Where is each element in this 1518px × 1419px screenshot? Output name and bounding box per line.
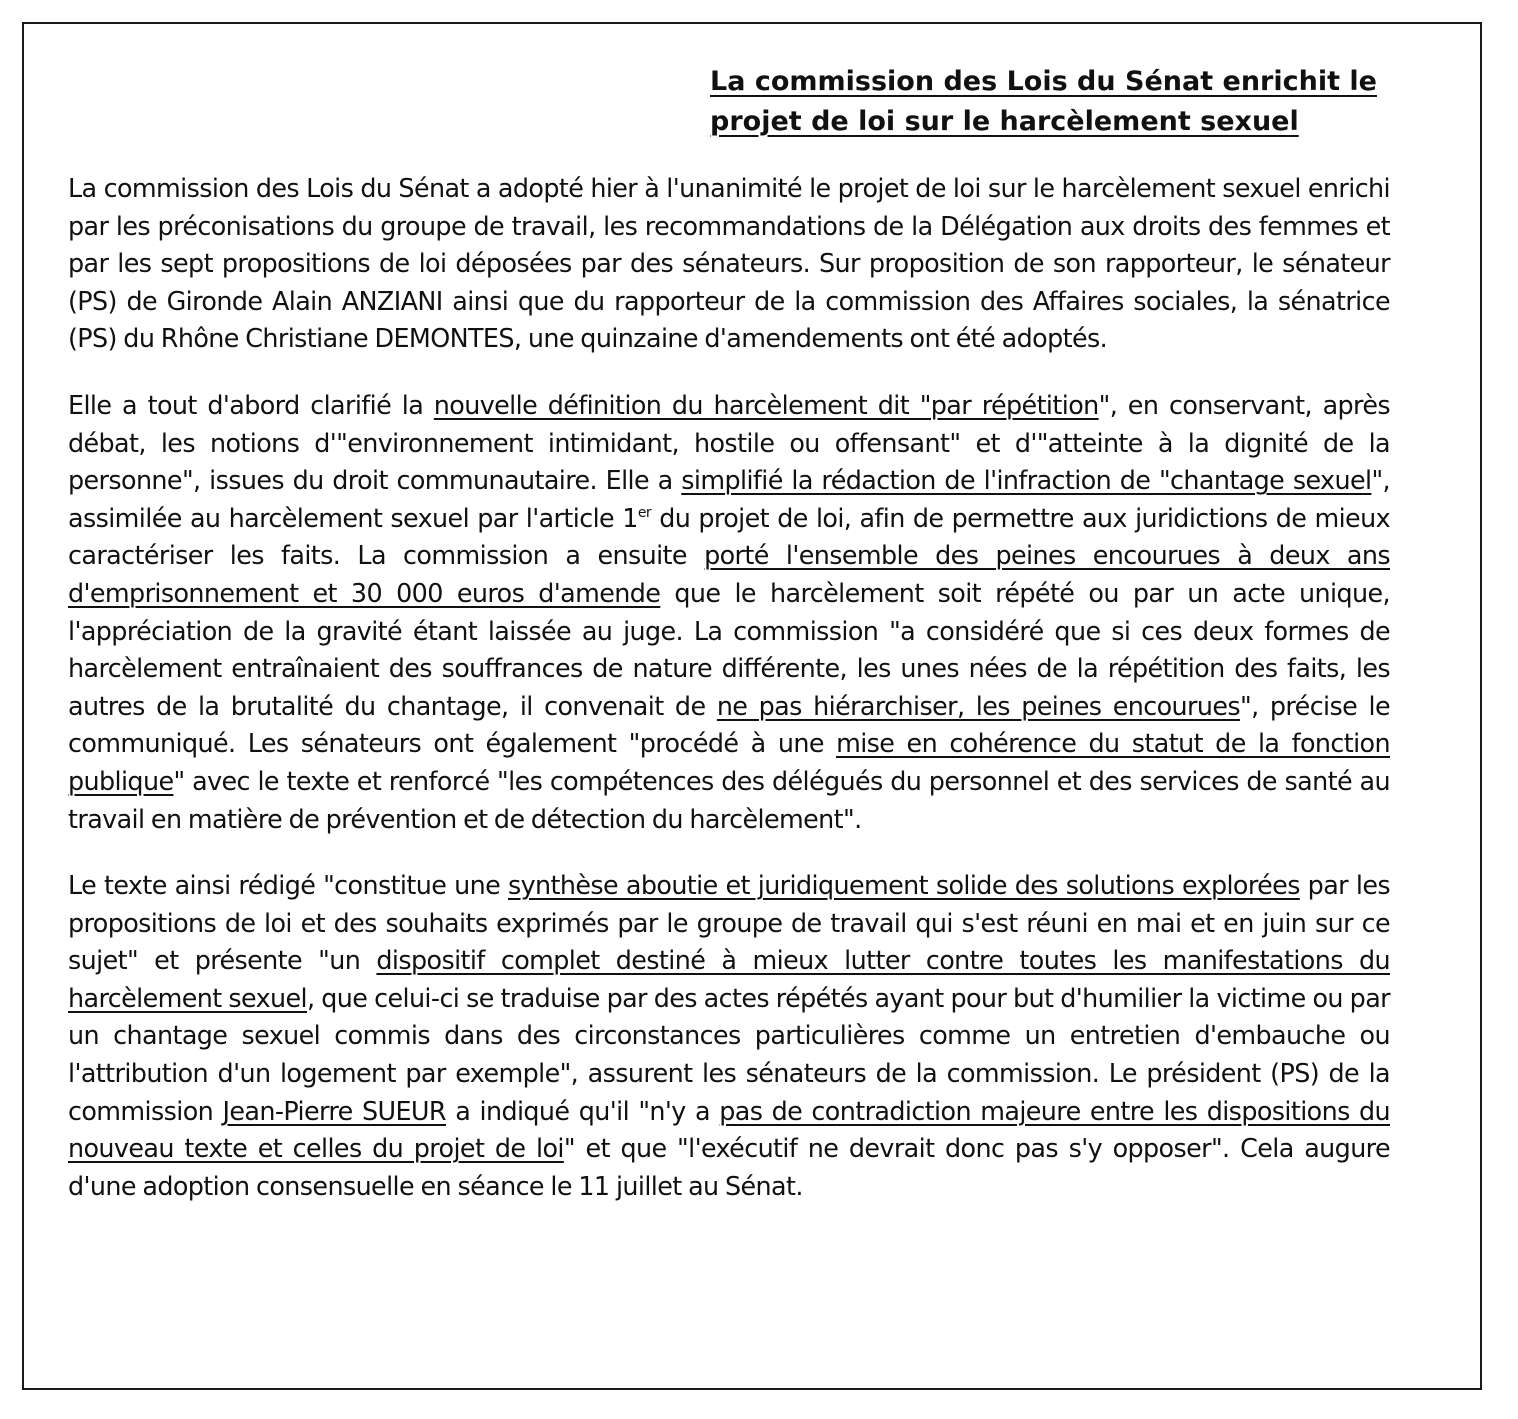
paragraph-1 (68, 170, 1390, 358)
paragraph-3-segment: Le texte ainsi rédigé "constitue une (68, 870, 508, 901)
underlined-phrase: mise en cohérence du statut de la fonction publique (68, 728, 1390, 796)
title-line-2: projet de loi sur le harcèlement sexuel (710, 106, 1299, 137)
paragraph-3-segment: a indiqué qu'il "n'y a (445, 1095, 720, 1126)
paragraph-2 (68, 387, 1390, 838)
paragraph-2-segment: ", précise le communiqué. Les sénateurs ont également "procédé à une (68, 690, 1390, 759)
underlined-phrase: dispositif complet destiné à mieux lutter contre toutes les manifestations du harcèlement sexuel (68, 945, 1390, 1013)
underlined-phrase: pas de contradiction majeure entre les dispositions du nouveau texte et celles du projet de loi (68, 1095, 1391, 1164)
article-body (68, 170, 1390, 1234)
ordinal-superscript: er (637, 504, 651, 521)
paragraph-2-segment: du projet de loi, afin de permettre aux juridictions de mieux caractériser les faits. La commission a ensuite (68, 502, 1390, 571)
underlined-phrase: synthèse aboutie et juridiquement solide des solutions explorées (507, 870, 1300, 901)
paragraph-2-segment: " avec le texte et renforcé "les compétences des délégués du personnel et des services de santé au travail en matière de prévention et de détection du harcèlement". (68, 765, 1390, 834)
title-line-1: La commission des Lois du Sénat enrichit le (710, 66, 1377, 97)
paragraph-2-segment: ", en conservant, après débat, les notions d'"environnement intimidant, hostile ou offensant" et d'"atteinte à la dignité de la personne", issues du droit communautaire. Elle a (68, 389, 1390, 496)
paragraph-2-segment: ", assimilée au harcèlement sexuel par l'article 1 (68, 465, 1390, 533)
underlined-phrase: ne pas hiérarchiser, les peines encourues (716, 690, 1240, 721)
underlined-phrase: simplifié la rédaction de l'infraction de "chantage sexuel (681, 465, 1372, 496)
article-title (710, 62, 1400, 142)
paragraph-2-segment: que le harcèlement soit répété ou par un acte unique, l'appréciation de la gravité étant laissée au juge. La commission "a considéré que si ces deux formes de harcèlement entraînaient des souffrances de nature différente, les unes nées de la répétition des faits, les autres de la brutalité du chantage, il convenait de (68, 577, 1390, 721)
paragraph-2-segment: Elle a tout d'abord clarifié la (68, 389, 434, 420)
underlined-name: Jean-Pierre SUEUR (222, 1095, 446, 1126)
paragraph-3 (68, 867, 1390, 1205)
paragraph-3-segment: " et que "l'exécutif ne devrait donc pas s'y opposer". Cela augure d'une adoption consensuelle en séance le 11 juillet au Sénat. (68, 1133, 1390, 1201)
paragraph-3-segment: par les propositions de loi et des souhaits exprimés par le groupe de travail qui s'est réuni en mai et en juin sur ce sujet" et présente "un (68, 870, 1390, 976)
underlined-phrase: nouvelle définition du harcèlement dit "par répétition (433, 389, 1099, 420)
paragraph-1-text: La commission des Lois du Sénat a adopté hier à l'unanimité le projet de loi sur le harcèlement sexuel enrichi par les préconisations du groupe de travail, les recommandations de la Délégation aux droits des femmes et par les sept propositions de loi déposées par des sénateurs. Sur proposition de son rapporteur, le sénateur (PS) de Gironde Alain ANZIANI ainsi que du rapporteur de la commission des Affaires sociales, la sénatrice (PS) du Rhône Christiane DEMONTES, une quinzaine d'amendements ont été adoptés. (68, 173, 1390, 354)
underlined-phrase: porté l'ensemble des peines encourues à deux ans d'emprisonnement et 30 000 euros d'amende (68, 540, 1390, 608)
paragraph-3-segment: , que celui-ci se traduise par des actes répétés ayant pour but d'humilier la victime ou par un chantage sexuel commis dans des circonstances particulières comme un entretien d'embauche ou l'attribution d'un logement par exemple", assurent les sénateurs de la commission. Le président (PS) de la commission (68, 982, 1390, 1126)
